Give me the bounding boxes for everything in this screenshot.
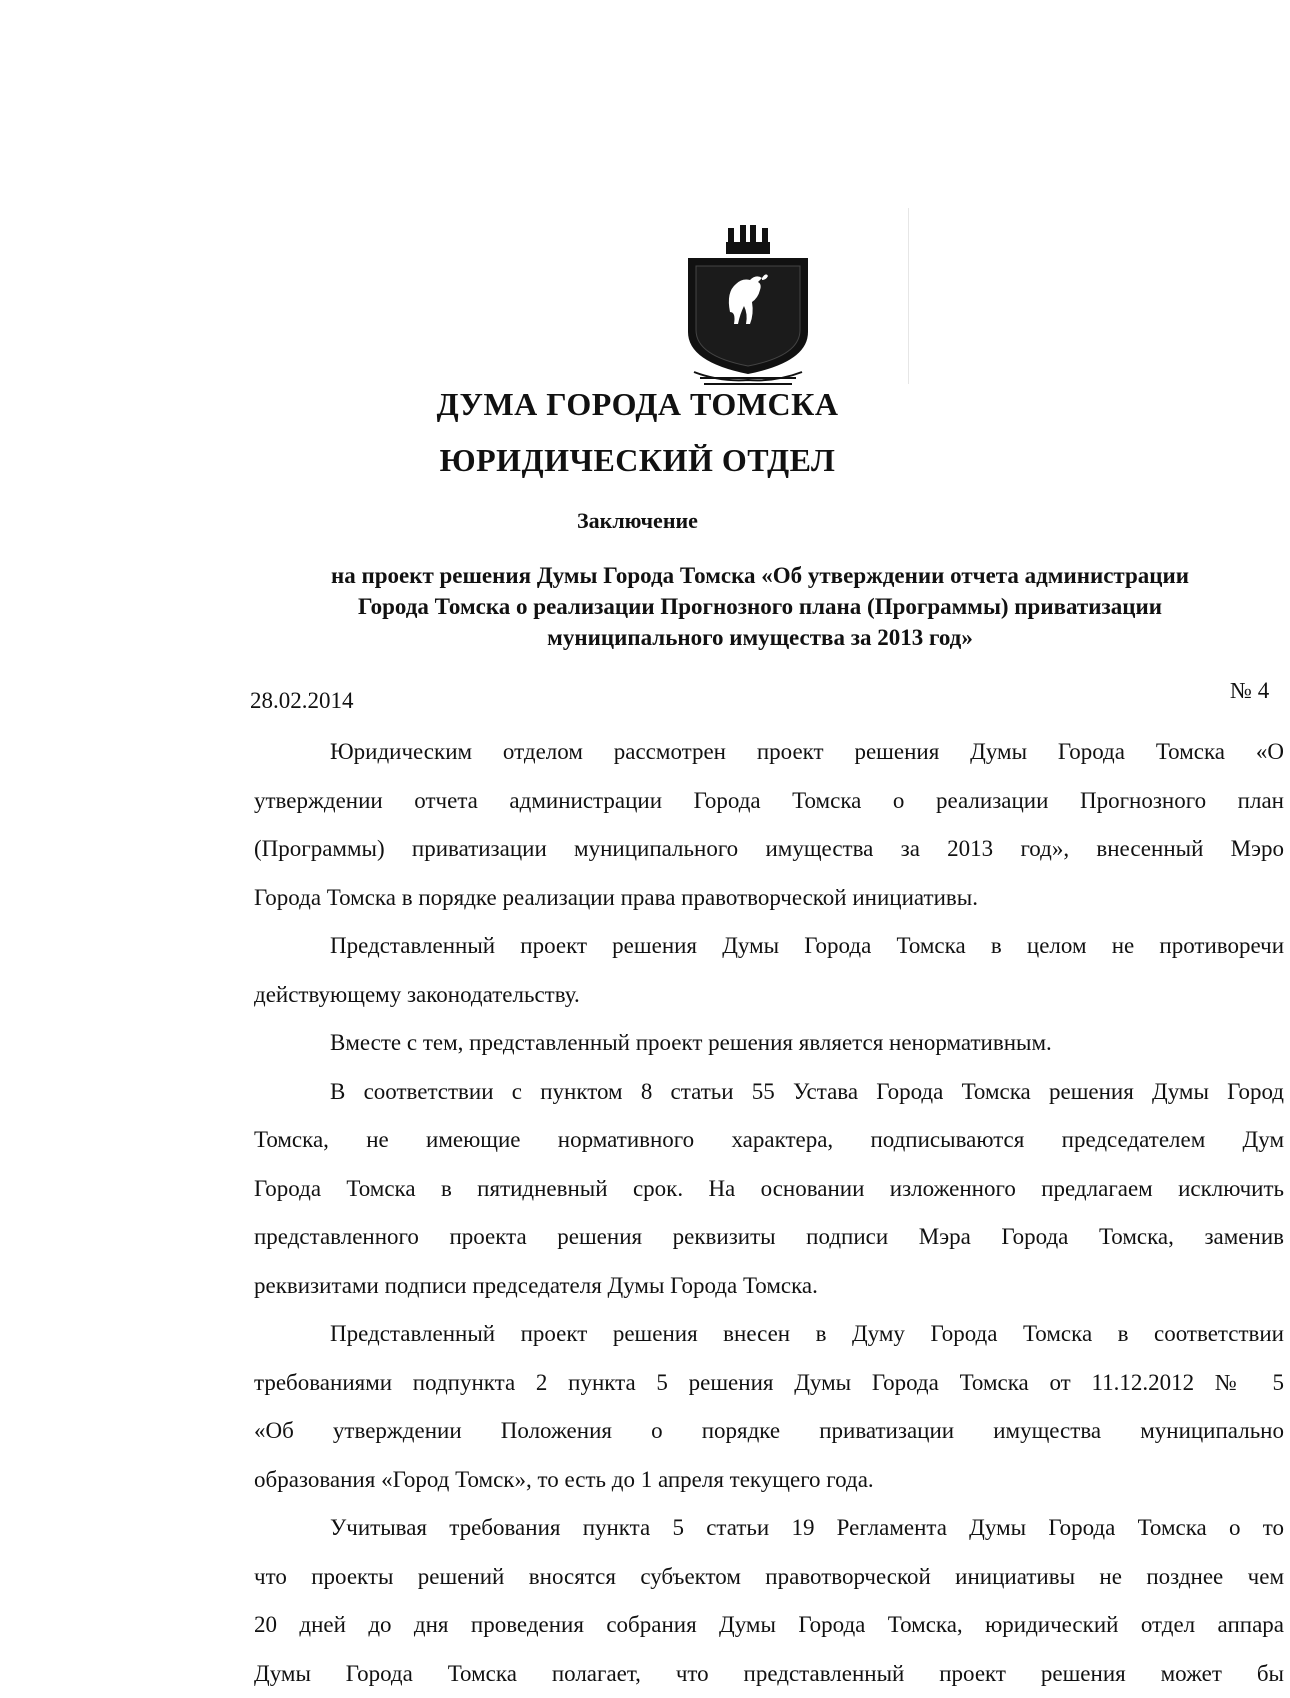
body-line: Юридическим отделом рассмотрен проект решения Думы Города Томска «О <box>254 728 1284 777</box>
body-line: Представленный проект решения внесен в Думу Города Томска в соответствии <box>254 1310 1284 1359</box>
subject-line: на проект решения Думы Города Томска «Об утверждении отчета администрации <box>230 560 1290 591</box>
subject-line: муниципального имущества за 2013 год» <box>230 622 1290 653</box>
body-line: что проекты решений вносятся субъектом правотворческой инициативы не позднее чем <box>254 1553 1284 1602</box>
body-line: образования «Город Томск», то есть до 1 апреля текущего года. <box>254 1456 1284 1505</box>
document-body <box>254 728 1284 1698</box>
document-type: Заключение <box>0 508 1275 534</box>
organization-title: ДУМА ГОРОДА ТОМСКА <box>0 386 1275 423</box>
body-line: утверждении отчета администрации Города Томска о реализации Прогнозного план <box>254 777 1284 826</box>
body-line: Вместе с тем, представленный проект решения является ненормативным. <box>254 1019 1284 1068</box>
body-line: В соответствии с пунктом 8 статьи 55 Устава Города Томска решения Думы Город <box>254 1068 1284 1117</box>
scan-artifact-line <box>908 208 909 384</box>
body-line: (Программы) приватизации муниципального имущества за 2013 год», внесенный Мэро <box>254 825 1284 874</box>
body-line: Города Томска в порядке реализации права правотворческой инициативы. <box>254 874 1284 923</box>
body-line: «Об утверждении Положения о порядке приватизации имущества муниципально <box>254 1407 1284 1456</box>
body-line: Думы Города Томска полагает, что представленный проект решения может бы <box>254 1650 1284 1698</box>
body-line: Города Томска в пятидневный срок. На основании изложенного предлагаем исключить <box>254 1165 1284 1214</box>
body-line: требованиями подпункта 2 пункта 5 решения Думы Города Томска от 11.12.2012 № 5 <box>254 1359 1284 1408</box>
document-number: № 4 <box>1230 678 1269 704</box>
body-line: Томска, не имеющие нормативного характера, подписываются председателем Дум <box>254 1116 1284 1165</box>
tomsk-coat-of-arms-icon <box>680 222 816 392</box>
body-line: действующему законодательству. <box>254 971 1284 1020</box>
body-line: Представленный проект решения Думы Города Томска в целом не противоречи <box>254 922 1284 971</box>
body-line: представленного проекта решения реквизиты подписи Мэра Города Томска, заменив <box>254 1213 1284 1262</box>
body-line: Учитывая требования пункта 5 статьи 19 Регламента Думы Города Томска о то <box>254 1504 1284 1553</box>
subject-line: Города Томска о реализации Прогнозного плана (Программы) приватизации <box>230 591 1290 622</box>
department-title: ЮРИДИЧЕСКИЙ ОТДЕЛ <box>0 442 1275 479</box>
body-line: реквизитами подписи председателя Думы Города Томска. <box>254 1262 1284 1311</box>
document-subject <box>230 560 1290 653</box>
body-line: 20 дней до дня проведения собрания Думы Города Томска, юридический отдел аппара <box>254 1601 1284 1650</box>
document-date: 28.02.2014 <box>250 688 354 714</box>
